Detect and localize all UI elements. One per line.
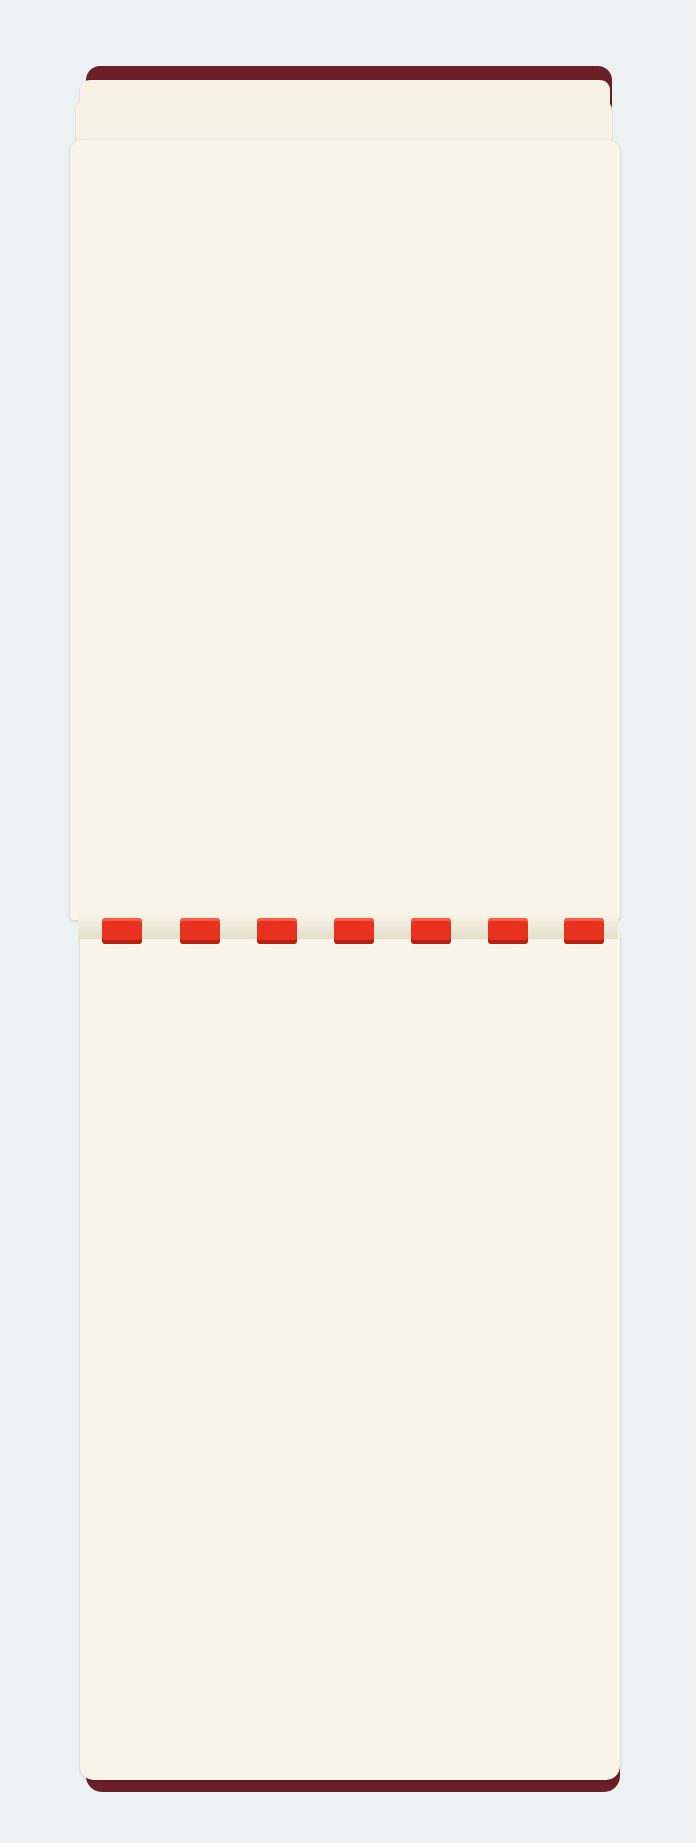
binding-coil xyxy=(180,918,220,944)
binding-coil xyxy=(411,918,451,944)
binding-coil xyxy=(564,918,604,944)
page-41 xyxy=(70,140,620,920)
binding-coil xyxy=(257,918,297,944)
page-42 xyxy=(80,930,620,1780)
spiral-binding xyxy=(100,914,610,944)
binding-coil xyxy=(488,918,528,944)
binding-coil xyxy=(334,918,374,944)
binding-coil xyxy=(102,918,142,944)
